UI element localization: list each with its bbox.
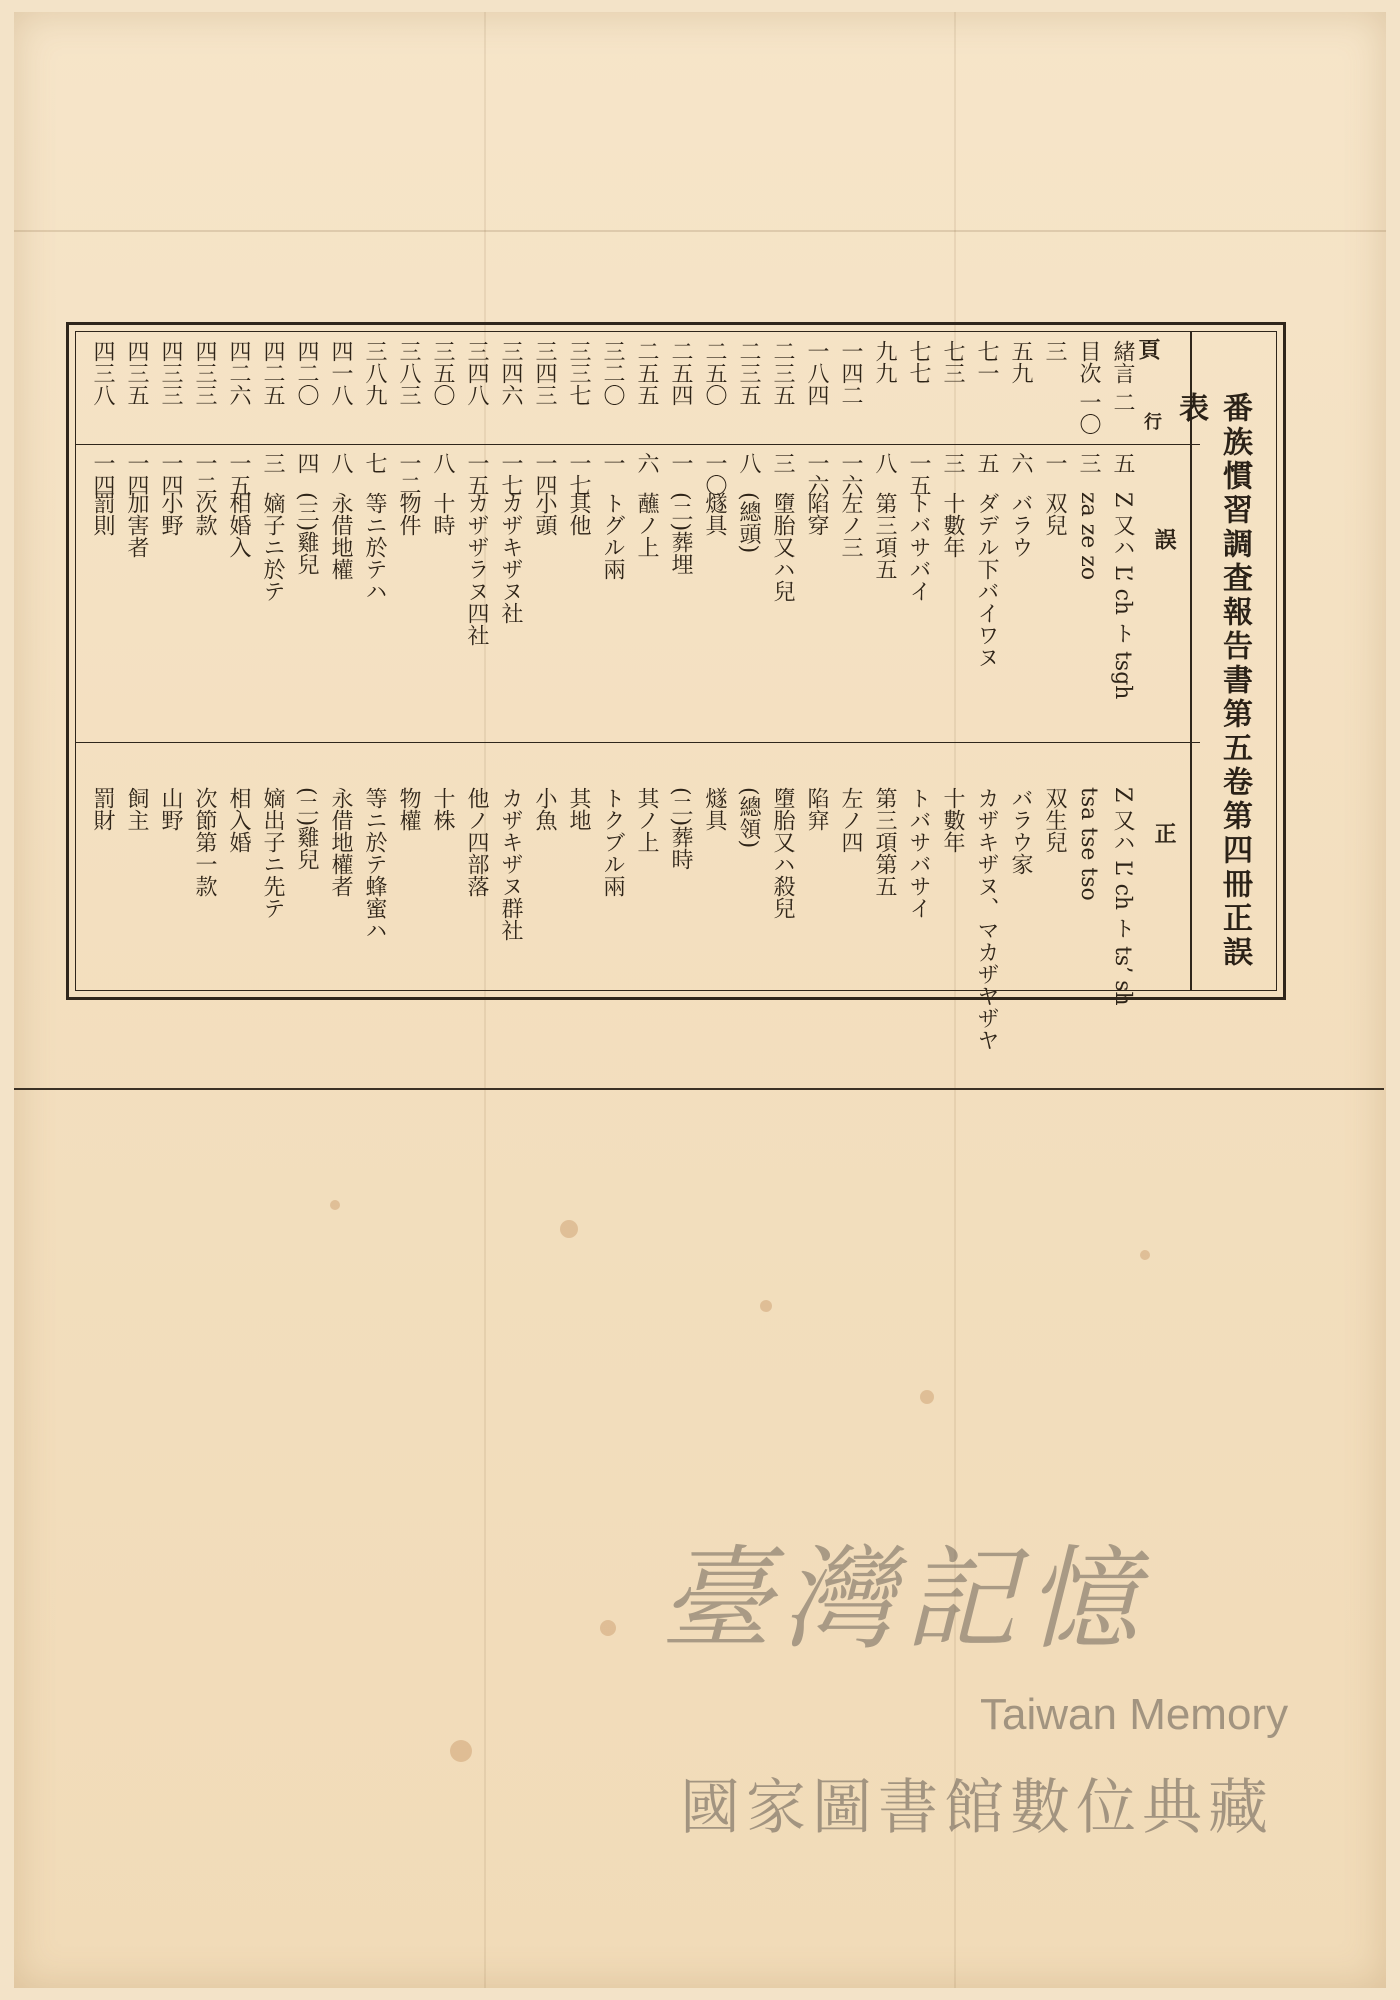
watermark-english: Taiwan Memory — [980, 1690, 1289, 1739]
fold-crease — [14, 230, 1386, 232]
errata-right: 小魚 — [532, 787, 557, 831]
errata-wrong: 加害者 — [124, 492, 149, 558]
errata-wrong: 嫡子ニ於テ — [260, 492, 285, 602]
errata-page: 三二〇 — [600, 340, 625, 406]
errata-wrong: 墮胎又ハ兒 — [770, 492, 795, 602]
errata-wrong: 物件 — [396, 492, 421, 536]
errata-line: 四 — [294, 452, 319, 474]
fold-crease — [484, 12, 486, 1988]
page-header: 頁 — [1135, 338, 1161, 360]
errata-right: 次節第一款 — [192, 787, 217, 897]
errata-page: 二五五 — [634, 340, 659, 406]
stain — [450, 1740, 472, 1762]
stain — [1140, 1250, 1150, 1260]
errata-wrong: 相婚入 — [226, 492, 251, 558]
errata-line: 一二 — [192, 452, 217, 496]
watermark-chinese: 臺灣記憶 — [660, 1535, 1148, 1665]
errata-page: 二三五 — [770, 340, 795, 406]
errata-right: バラウ家 — [1008, 787, 1033, 875]
errata-line: 八 — [872, 452, 897, 474]
errata-wrong: バラウ — [1008, 492, 1033, 558]
errata-line: 一 — [668, 452, 693, 474]
errata-wrong: Z 又ハ L’ ch ト tsgh — [1110, 492, 1135, 700]
errata-line: 五 — [974, 452, 999, 474]
errata-page: 四二五 — [260, 340, 285, 406]
stain — [560, 1220, 578, 1238]
errata-line: 一六 — [804, 452, 829, 496]
errata-right: 双生兒 — [1042, 787, 1067, 853]
errata-right: 嫡出子ニ先テ — [260, 787, 285, 919]
errata-wrong: (總頭) — [736, 492, 761, 554]
errata-right: 墮胎又ハ殺兒 — [770, 787, 795, 919]
row-divider — [76, 444, 1200, 445]
errata-wrong: 第三項五 — [872, 492, 897, 580]
errata-page: 一八四 — [804, 340, 829, 406]
errata-wrong: 小野 — [158, 492, 183, 536]
errata-page: 一四二 — [838, 340, 863, 406]
errata-wrong: 十時 — [430, 492, 455, 536]
errata-line: 五 — [1110, 452, 1135, 474]
errata-page: 四一八 — [328, 340, 353, 406]
errata-line: 三 — [770, 452, 795, 474]
errata-line: 一七 — [566, 452, 591, 496]
errata-right: カザキザヌ、マカザヤザヤ — [974, 787, 999, 1051]
errata-right: 等ニ於テ蜂蜜ハ — [362, 787, 387, 941]
errata-line: 六 — [1008, 452, 1033, 474]
errata-page: 二五〇 — [702, 340, 727, 406]
watermark-library: 國家圖書館數位典藏 — [680, 1774, 1274, 1841]
errata-right: トバサバサイ — [906, 787, 931, 919]
errata-wrong: za ze zo — [1076, 492, 1101, 581]
errata-line: 一五 — [464, 452, 489, 496]
cut-line — [14, 1088, 1384, 1090]
errata-line: 一四 — [124, 452, 149, 496]
errata-wrong: トグル兩 — [600, 492, 625, 580]
errata-line: 一五 — [226, 452, 251, 496]
errata-wrong: 其他 — [566, 492, 591, 536]
errata-line: 三 — [1076, 452, 1101, 474]
errata-right: 山野 — [158, 787, 183, 831]
errata-line: 一 — [1042, 452, 1067, 474]
errata-line: 八 — [430, 452, 455, 474]
errata-wrong: カザキザヌ社 — [498, 492, 523, 624]
errata-line: 一〇 — [702, 452, 727, 496]
stain — [920, 1390, 934, 1404]
errata-right: 物權 — [396, 787, 421, 831]
errata-wrong: 罰則 — [90, 492, 115, 536]
errata-page: 三四六 — [498, 340, 523, 406]
errata-right: 第三項第五 — [872, 787, 897, 897]
errata-page: 七一 — [974, 340, 999, 384]
errata-wrong: 等ニ於テハ — [362, 492, 387, 602]
errata-right: 飼主 — [124, 787, 149, 831]
errata-page: 三八三 — [396, 340, 421, 406]
errata-page: 緒言 二 — [1110, 340, 1135, 413]
errata-page: 九九 — [872, 340, 897, 384]
errata-page: 四三八 — [90, 340, 115, 406]
errata-right: 罰財 — [90, 787, 115, 831]
errata-page: 四二六 — [226, 340, 251, 406]
errata-right: 左ノ四 — [838, 787, 863, 853]
stain — [760, 1300, 772, 1312]
errata-table — [66, 322, 1286, 1051]
errata-line: 一六 — [838, 452, 863, 496]
errata-page: 二五四 — [668, 340, 693, 406]
right-header: 正 — [1151, 822, 1177, 844]
errata-page: 七三 — [940, 340, 965, 384]
errata-line: 六 — [634, 452, 659, 474]
errata-line: 一四 — [532, 452, 557, 496]
errata-page: 四三五 — [124, 340, 149, 406]
errata-page: 三四八 — [464, 340, 489, 406]
errata-page: 五九 — [1008, 340, 1033, 384]
errata-line: 一四 — [158, 452, 183, 496]
errata-right: (二)葬時 — [668, 787, 693, 871]
wrong-header: 誤 — [1151, 528, 1177, 550]
errata-right: カザキザヌ群社 — [498, 787, 523, 941]
errata-page: 四二〇 — [294, 340, 319, 406]
stain — [600, 1620, 616, 1636]
errata-page: 四三三 — [158, 340, 183, 406]
line-header: 行 — [1141, 412, 1162, 430]
errata-page: 三四三 — [532, 340, 557, 406]
errata-right: (總領) — [736, 787, 761, 849]
errata-page: 二三五 — [736, 340, 761, 406]
errata-right: 永借地權者 — [328, 787, 353, 897]
errata-right: トクブル兩 — [600, 787, 625, 897]
errata-line: 一二 — [396, 452, 421, 496]
row-divider — [76, 742, 1200, 743]
fold-crease — [954, 12, 956, 1988]
errata-line: 八 — [736, 452, 761, 474]
errata-wrong: 次款 — [192, 492, 217, 536]
errata-page: 三八九 — [362, 340, 387, 406]
errata-table-inner — [75, 331, 1277, 1051]
errata-right: 其地 — [566, 787, 591, 831]
title-column — [1173, 332, 1276, 990]
errata-wrong: (三)雞兒 — [294, 492, 319, 576]
errata-right: 他ノ四部落 — [464, 787, 489, 897]
errata-wrong: (二)葬埋 — [668, 492, 693, 576]
errata-page: 目次 一〇 — [1076, 340, 1101, 435]
errata-right: 燧具 — [702, 787, 727, 831]
errata-right: 陷穽 — [804, 787, 829, 831]
errata-page: 四三三 — [192, 340, 217, 406]
errata-line: 一四 — [90, 452, 115, 496]
errata-wrong: 陷穿 — [804, 492, 829, 536]
errata-page: 七七 — [906, 340, 931, 384]
errata-right: 十株 — [430, 787, 455, 831]
errata-wrong: 左ノ三 — [838, 492, 863, 558]
errata-wrong: 永借地權 — [328, 492, 353, 580]
errata-wrong: 双兒 — [1042, 492, 1067, 536]
errata-page: 三五〇 — [430, 340, 455, 406]
document-title: 番族慣習調査報告書第五卷第四冊正誤表 — [1173, 392, 1252, 970]
errata-right: (二)雞兒 — [294, 787, 319, 871]
errata-line: 一五 — [906, 452, 931, 496]
errata-wrong: 燧具 — [702, 492, 727, 536]
errata-right: 相入婚 — [226, 787, 251, 853]
errata-wrong: 小頭 — [532, 492, 557, 536]
errata-line: 一七 — [498, 452, 523, 496]
errata-wrong: ダデル下バイワヌ — [974, 492, 999, 668]
errata-right: tsa tse tso — [1076, 787, 1101, 901]
errata-wrong: 蘸ノ上 — [634, 492, 659, 558]
errata-page: 三 — [1042, 340, 1067, 362]
errata-right: 其ノ上 — [634, 787, 659, 853]
stain — [330, 1200, 340, 1210]
errata-page: 三三七 — [566, 340, 591, 406]
errata-right: Z 又ハ L’ ch ト ts’ sh — [1110, 787, 1135, 1006]
errata-line: 八 — [328, 452, 353, 474]
errata-line: 三 — [940, 452, 965, 474]
errata-line: 三 — [260, 452, 285, 474]
errata-wrong: 十數年 — [940, 492, 965, 558]
errata-right: 十數年 — [940, 787, 965, 853]
errata-wrong: トバサバイ — [906, 492, 931, 602]
errata-line: 七 — [362, 452, 387, 474]
errata-line: 一 — [600, 452, 625, 474]
errata-wrong: カザザラヌ四社 — [464, 492, 489, 646]
